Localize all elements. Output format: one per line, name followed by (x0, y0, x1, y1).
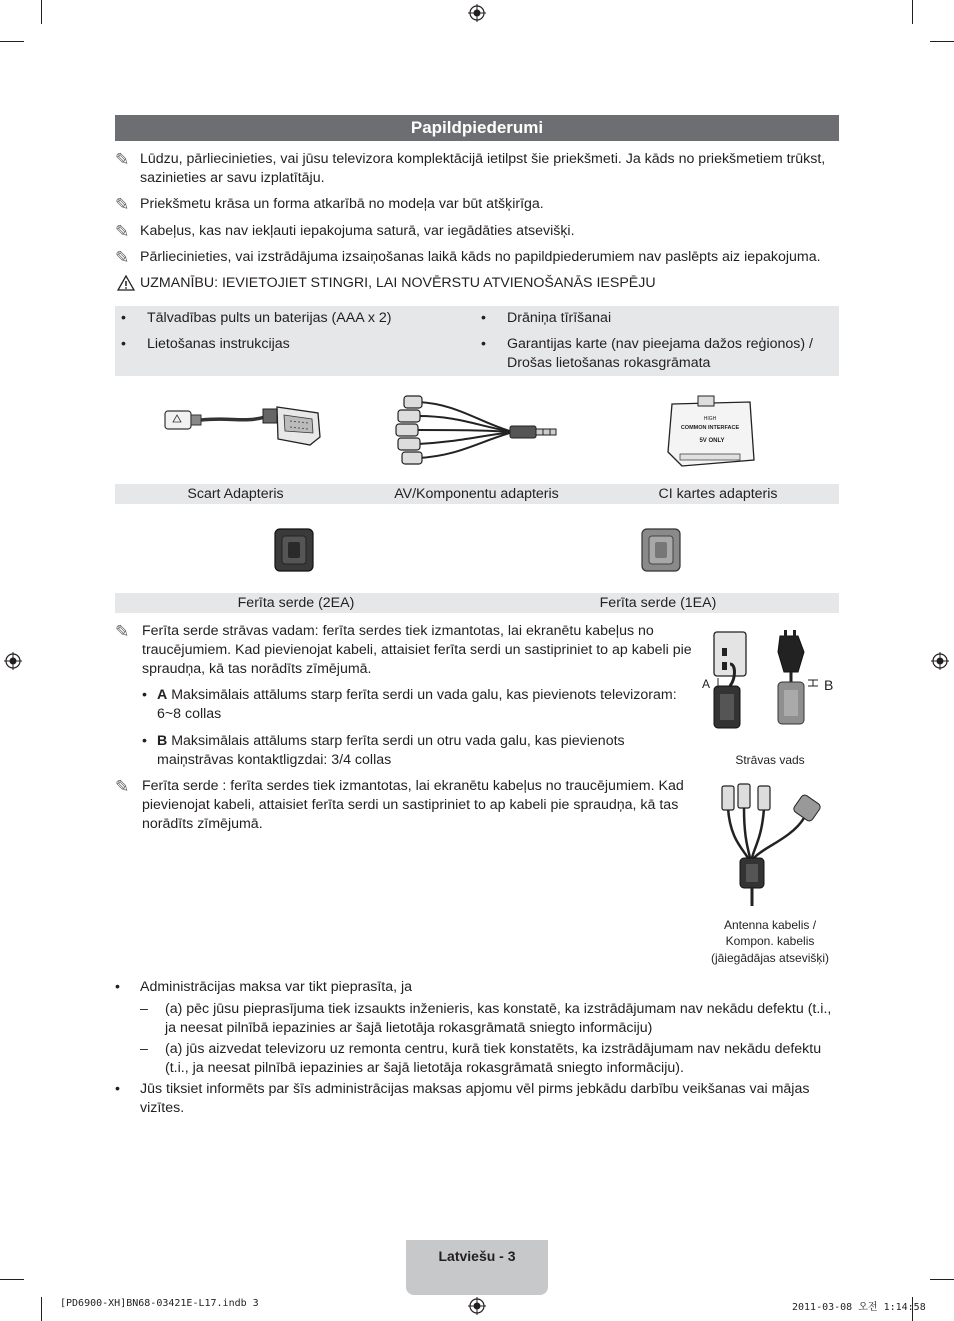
ferrite-distance-b: • B Maksimālais attālums starp ferīta serdi un otru vada galu, kas pievienots maiņstrāvas kontaktligzdai: 3/4 collas (142, 733, 625, 768)
scart-adapter-illustration (160, 395, 330, 455)
admin-fee-item: • Administrācijas maksa var tikt pieprasīta, ja (115, 979, 413, 995)
ferrite-2ea-label: Ferīta serde (2EA) (237, 595, 355, 611)
antenna-caption-2: Kompon. kabelis (725, 934, 815, 948)
list-item: • Drāniņa tīrīšanai (481, 310, 612, 326)
av-component-adapter-illustration (388, 392, 568, 472)
caution-text: UZMANĪBU: IEVIETOJIET STINGRI, LAI NOVĒRSTU ATVIENOŠANĀS IESPĒJU (140, 275, 656, 291)
ci-label-common-interface: COMMON INTERFACE (680, 425, 740, 431)
fig-label-b: B (824, 677, 834, 693)
crop-mark (0, 1279, 24, 1280)
ferrite-cable-note: ✎ Ferīta serde : ferīta serdes tiek izmantotas, lai ekranētu kabeļus no traucējumiem. Kad pievienojat kabeli, attaisiet ferīta serdi un sastipriniet to ap kabeli pie spraudņa, kā tas norādīts zīmējumā. (115, 777, 684, 832)
power-cord-caption: Strāvas vads (735, 753, 805, 767)
admin-fee-sub-item: – (a) pēc jūsu pieprasījuma tiek izsaukts inženieris, kas konstatē, ka izstrādājumam nav nekādu defektu (t.i., ja neesat pilnībā iepazinies ar šajā lietotāja rokasgrāmatā sniegto informāciju) (140, 1001, 832, 1036)
ferrite-core-dark-illustration (272, 526, 316, 574)
warning-triangle-icon (117, 275, 135, 291)
crop-mark (41, 0, 42, 24)
av-adapter-label: AV/Komponentu adapteris (394, 486, 559, 502)
pencil-note-icon: ✎ (115, 248, 130, 267)
list-item: • Lietošanas instrukcijas (121, 336, 290, 352)
registration-mark-icon (468, 1297, 486, 1315)
crop-mark (41, 1297, 42, 1321)
crop-mark (930, 41, 954, 42)
ferrite-power-note: ✎ Ferīta serde strāvas vadam: ferīta serdes tiek izmantotas, lai ekranētu kabeļus no traucējumiem. Kad pievienojat kabeli, attaisiet ferīta serdi un sastipriniet to ap kabeli pie spraudņa, kā tas norādīts zīmējumā. (115, 622, 692, 677)
pencil-note-icon: ✎ (115, 777, 130, 796)
caution-note (115, 274, 839, 293)
pencil-note-icon: ✎ (115, 622, 130, 641)
pencil-note-icon: ✎ (115, 150, 130, 169)
fig-label-a: A (702, 677, 711, 691)
admin-fee-sub-item: – (a) jūs aizvedat televizoru uz remonta centru, kurā tiek konstatēts, ka izstrādājumam nav nekādu defektu (t.i., ja neesat pilnībā iepazinies ar šajā lietotāja rokasgrāmatā sniegto informāciju). (140, 1041, 822, 1076)
crop-mark (0, 41, 24, 42)
section-header (115, 115, 839, 141)
print-slug-right: 2011-03-08 오전 1:14:58 (792, 1302, 926, 1313)
ferrite-1ea-label: Ferīta serde (1EA) (599, 595, 717, 611)
crop-mark (930, 1279, 954, 1280)
list-item: • Garantijas karte (nav pieejama dažos reģionos) / Drošas lietošanas rokasgrāmata (481, 336, 813, 371)
pencil-note-icon: ✎ (115, 195, 130, 214)
antenna-caption-1: Antenna kabelis / (723, 918, 817, 932)
registration-mark-icon (931, 652, 949, 670)
ci-card-adapter-illustration (662, 392, 762, 472)
list-item: • Tālvadības pults un baterijas (AAA x 2) (121, 310, 392, 326)
scart-adapter-label: Scart Adapteris (187, 486, 284, 502)
note (115, 195, 839, 214)
antenna-caption-3: (jāiegādājas atsevišķi) (710, 951, 830, 965)
ci-adapter-label: CI kartes adapteris (658, 486, 778, 502)
note-text: Priekšmetu krāsa un forma atkarībā no modeļa var būt atšķirīga. (140, 196, 544, 212)
note (115, 150, 839, 188)
pencil-note-icon: ✎ (115, 222, 130, 241)
note (115, 248, 839, 267)
section-title: Papildpiederumi (410, 118, 544, 137)
power-cord-ferrite-illustration (700, 628, 840, 738)
note (115, 222, 839, 241)
ci-label-5v: 5V ONLY (699, 438, 725, 444)
ferrite-core-light-illustration (639, 526, 683, 574)
registration-mark-icon (4, 652, 22, 670)
note-text: Lūdzu, pārliecinieties, vai jūsu televizora komplektācijā ietilpst šie priekšmeti. Ja kāds no priekšmetiem trūkst, sazinieties ar savu izplatītāju. (140, 151, 826, 186)
note-text: Pārliecinieties, vai izstrādājuma izsaiņošanas laikā kāds no papildpiederumiem nav paslēpts aiz iepakojuma. (140, 249, 821, 265)
ci-label-high: HIGH (703, 416, 717, 422)
print-slug-left: [PD6900-XH]BN68-03421E-L17.indb 3 (60, 1298, 259, 1309)
ferrite-distance-a: • A Maksimālais attālums starp ferīta serdi un vada galu, kas pievienots televizoram: 6~8 collas (142, 687, 677, 722)
crop-mark (912, 0, 913, 24)
registration-mark-icon (468, 4, 486, 22)
admin-fee-item: • Jūs tiksiet informēts par šīs administrācijas maksas apjomu vēl pirms jebkādu darbību veikšanas vai mājas vizītes. (115, 1081, 810, 1116)
page-number: Latviešu - 3 (438, 1248, 516, 1264)
antenna-component-cable-illustration (712, 778, 832, 910)
note-text: Kabeļus, kas nav iekļauti iepakojuma saturā, var iegādāties atsevišķi. (140, 223, 575, 239)
